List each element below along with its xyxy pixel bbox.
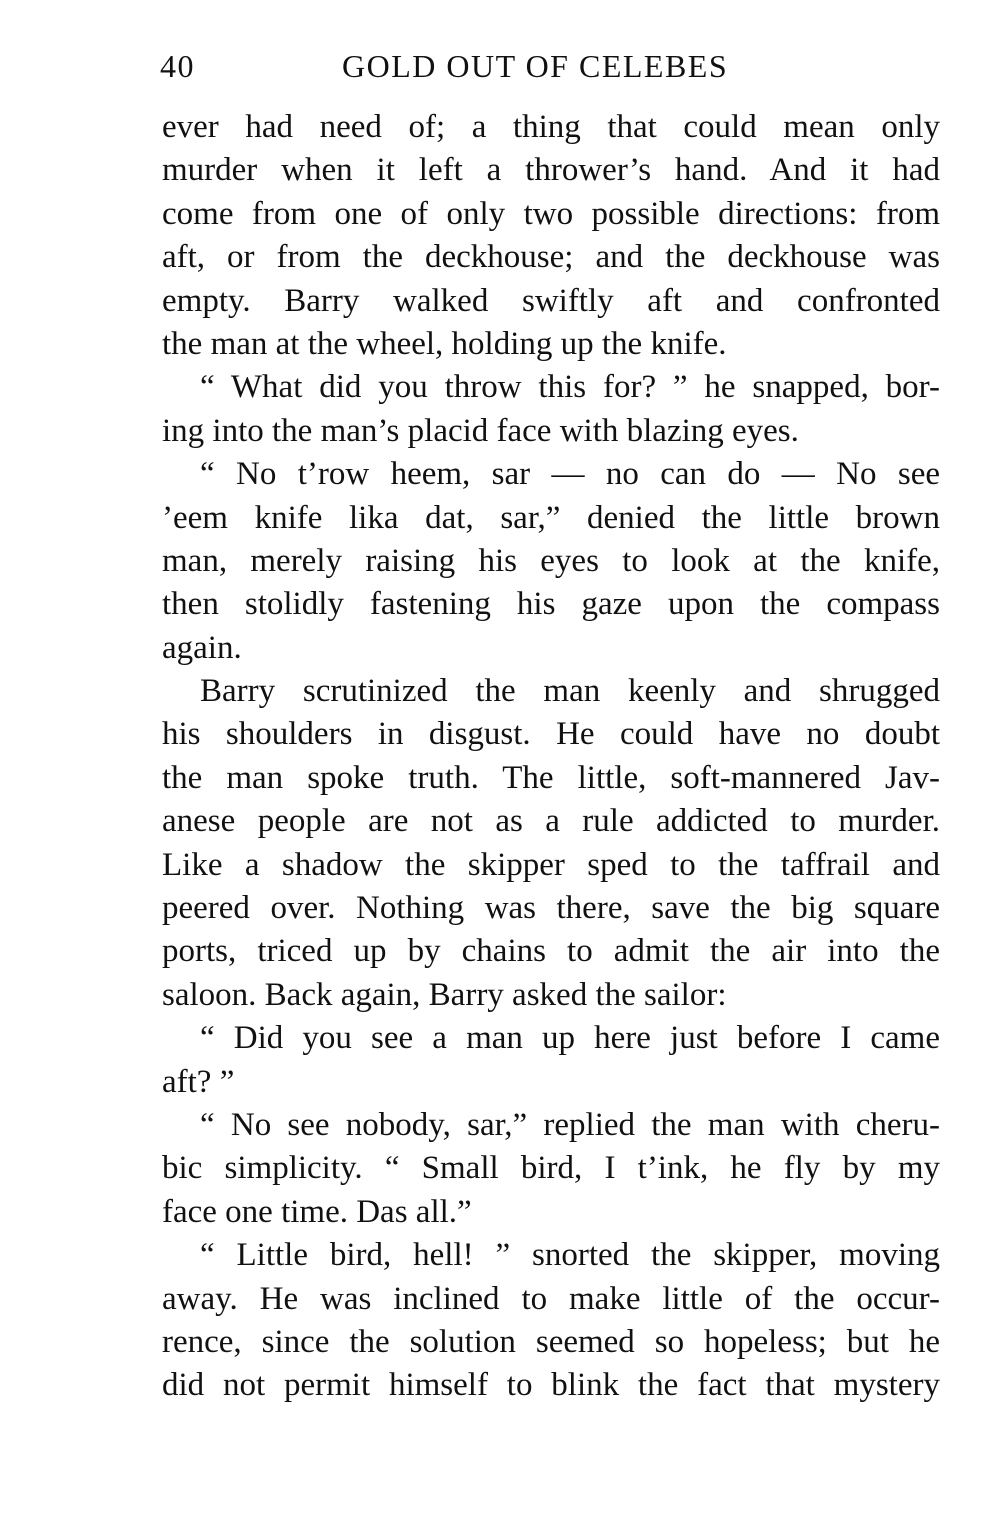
text-line: his shoulders in disgust. He could have no doubt [162,716,940,753]
text-line: face one time. Das all.” [162,1193,472,1230]
text-line: ’eem knife lika dat, sar,” denied the little brown [162,499,940,536]
page-number: 40 [160,48,195,84]
text-line: the man spoke truth. The little, soft-mannered Jav- [162,759,940,796]
text-line: murder when it left a thrower’s hand. And it had [162,152,940,189]
text-line: “ Did you see a man up here just before I came [200,1020,940,1057]
text-line: anese people are not as a rule addicted to murder. [162,803,940,840]
text-line: ing into the man’s placid face with blazing eyes. [162,412,799,449]
running-head [160,42,940,90]
text-line: did not permit himself to blink the fact that mystery [162,1367,940,1404]
text-line: the man at the wheel, holding up the knife. [162,325,727,362]
text-line: bic simplicity. “ Small bird, I t’ink, he fly by my [162,1150,940,1187]
text-line: then stolidly fastening his gaze upon the compass [162,586,940,623]
text-line: “ Little bird, hell! ” snorted the skipper, moving [200,1237,940,1274]
text-line: rence, since the solution seemed so hopeless; but he [162,1323,940,1360]
running-title: GOLD OUT OF CELEBES [342,48,729,84]
text-line: ever had need of; a thing that could mean only [162,109,940,145]
text-line: away. He was inclined to make little of the occur- [162,1280,940,1317]
text-line: again. [162,629,242,666]
text-line: saloon. Back again, Barry asked the sailor: [162,976,727,1013]
text-line: come from one of only two possible directions: from [162,195,940,232]
body-text [162,106,940,1408]
text-line: man, merely raising his eyes to look at the knife, [162,542,940,579]
text-line: Like a shadow the skipper sped to the taffrail and [162,846,940,883]
text-line: “ No t’row heem, sar — no can do — No see [200,456,940,493]
text-line: “ No see nobody, sar,” replied the man with cheru- [200,1106,940,1143]
text-line: ports, triced up by chains to admit the air into the [162,933,940,970]
text-line: peered over. Nothing was there, save the big square [162,890,940,927]
text-line: aft, or from the deckhouse; and the deckhouse was [162,239,940,276]
text-line: Barry scrutinized the man keenly and shrugged [200,673,940,710]
text-line: empty. Barry walked swiftly aft and confronted [162,282,940,319]
text-line: aft? ” [162,1063,235,1100]
text-line: “ What did you throw this for? ” he snapped, bor- [200,369,940,406]
